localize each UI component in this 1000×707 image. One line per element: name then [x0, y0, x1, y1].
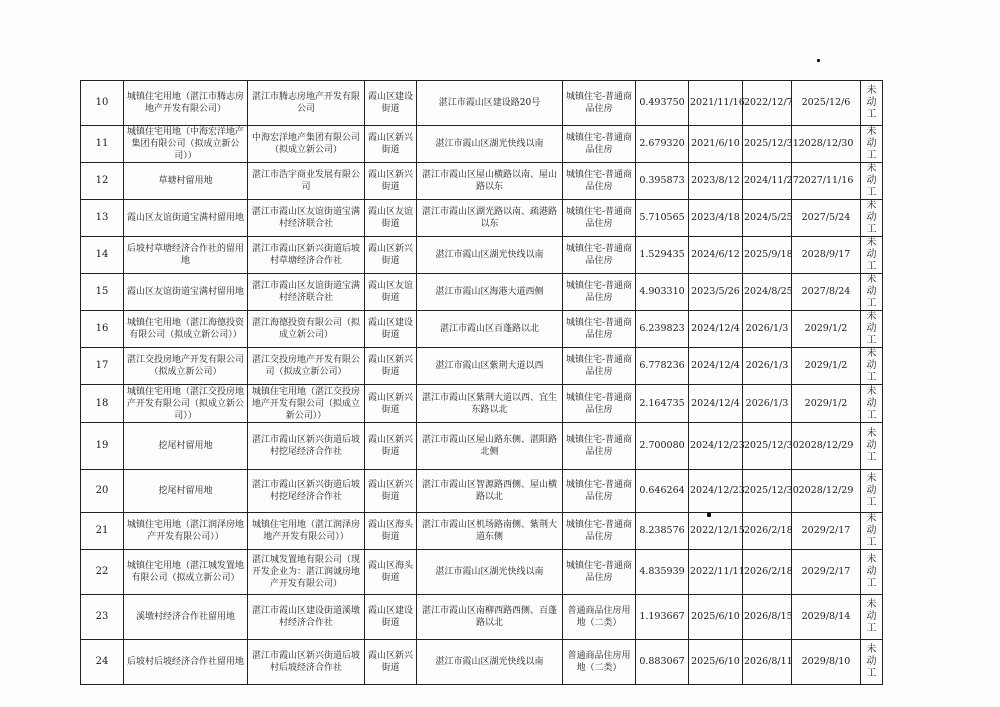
plot-name-cell: 城镇住宅用地（湛江交投房地产开发有限公司（拟成立新公司））	[124, 385, 248, 423]
plot-name-cell: 城镇住宅用地（湛江市腾志房地产开发有限公司）	[124, 81, 248, 126]
plot-name-cell: 后坡村后坡经济合作社留用地	[124, 640, 248, 685]
owner-name-cell: 湛江市霞山区友谊街道宝满村经济联合社	[248, 200, 365, 237]
status-cell: 未动工	[861, 470, 883, 513]
location-cell: 湛江市霞山区紫荆大道以西、宜生东路以北	[417, 385, 563, 423]
street-name-cell: 霞山区友谊街道	[365, 274, 417, 311]
contract-date-cell: 2023/8/12	[689, 163, 743, 200]
status-cell: 未动工	[861, 126, 883, 163]
location-cell: 湛江市霞山区屋山横路以南、屋山路以东	[417, 163, 563, 200]
finish-date-cell: 2029/1/2	[792, 311, 861, 348]
contract-date-cell: 2024/12/4	[689, 311, 743, 348]
table-row	[81, 550, 883, 595]
plot-name-cell: 后坡村草塘经济合作社的留用地	[124, 237, 248, 274]
location-cell: 湛江市霞山区湖光快线以南	[417, 126, 563, 163]
street-name-cell: 霞山区海头街道	[365, 550, 417, 595]
row-number-cell: 22	[81, 550, 124, 595]
street-name-cell: 霞山区新兴街道	[365, 470, 417, 513]
land-use-cell: 城镇住宅-普通商品住房	[563, 81, 636, 126]
owner-name-cell: 湛江城发置地有限公司（现开发企业为：湛江润诚房地产开发有限公司）	[248, 550, 365, 595]
area-cell: 4.903310	[636, 274, 689, 311]
status-cell: 未动工	[861, 385, 883, 423]
area-cell: 0.493750	[636, 81, 689, 126]
start-date-cell: 2026/2/18	[743, 513, 792, 550]
finish-date-cell: 2028/12/30	[792, 126, 861, 163]
start-date-cell: 2024/8/25	[743, 274, 792, 311]
table-row	[81, 640, 883, 685]
start-date-cell: 2022/12/7	[743, 81, 792, 126]
area-cell: 2.164735	[636, 385, 689, 423]
location-cell: 湛江市霞山区百蓬路以北	[417, 311, 563, 348]
contract-date-cell: 2023/4/18	[689, 200, 743, 237]
contract-date-cell: 2024/12/4	[689, 385, 743, 423]
row-number-cell: 14	[81, 237, 124, 274]
table-row	[81, 595, 883, 640]
plot-name-cell: 城镇住宅用地（湛江城发置地有限公司（拟成立新公司）	[124, 550, 248, 595]
start-date-cell: 2026/1/3	[743, 385, 792, 423]
start-date-cell: 2026/1/3	[743, 348, 792, 385]
row-number-cell: 23	[81, 595, 124, 640]
status-cell: 未动工	[861, 550, 883, 595]
start-date-cell: 2025/12/31	[743, 126, 792, 163]
area-cell: 0.395873	[636, 163, 689, 200]
row-number-cell: 12	[81, 163, 124, 200]
contract-date-cell: 2024/6/12	[689, 237, 743, 274]
table-row	[81, 348, 883, 385]
row-number-cell: 11	[81, 126, 124, 163]
contract-date-cell: 2025/6/10	[689, 595, 743, 640]
row-number-cell: 15	[81, 274, 124, 311]
start-date-cell: 2026/8/11	[743, 640, 792, 685]
land-use-cell: 普通商品住房用地（二类）	[563, 640, 636, 685]
street-name-cell: 霞山区新兴街道	[365, 126, 417, 163]
status-cell: 未动工	[861, 423, 883, 470]
location-cell: 湛江市霞山区湖光快线以南	[417, 550, 563, 595]
row-number-cell: 16	[81, 311, 124, 348]
row-number-cell: 10	[81, 81, 124, 126]
owner-name-cell: 城镇住宅用地（湛江交投房地产开发有限公司（拟成立新公司））	[248, 385, 365, 423]
table-row	[81, 423, 883, 470]
status-cell: 未动工	[861, 348, 883, 385]
land-use-cell: 城镇住宅-普通商品住房	[563, 163, 636, 200]
status-cell: 未动工	[861, 200, 883, 237]
plot-name-cell: 湛江交投房地产开发有限公司（拟成立新公司）	[124, 348, 248, 385]
owner-name-cell: 湛江市霞山区友谊街道宝满村经济联合社	[248, 274, 365, 311]
finish-date-cell: 2028/12/29	[792, 470, 861, 513]
finish-date-cell: 2029/8/14	[792, 595, 861, 640]
land-use-cell: 城镇住宅-普通商品住房	[563, 470, 636, 513]
contract-date-cell: 2021/6/10	[689, 126, 743, 163]
location-cell: 湛江市霞山区湖光路以南、疏港路以东	[417, 200, 563, 237]
owner-name-cell: 湛江交投房地产开发有限公司（拟成立新公司）	[248, 348, 365, 385]
land-use-cell: 城镇住宅-普通商品住房	[563, 550, 636, 595]
contract-date-cell: 2022/11/11	[689, 550, 743, 595]
street-name-cell: 霞山区新兴街道	[365, 423, 417, 470]
finish-date-cell: 2029/8/10	[792, 640, 861, 685]
finish-date-cell: 2027/11/16	[792, 163, 861, 200]
location-cell: 湛江市霞山区智源路西侧、屋山横路以北	[417, 470, 563, 513]
owner-name-cell: 湛江市霞山区新兴街道后坡村挖尾经济合作社	[248, 470, 365, 513]
area-cell: 0.646264	[636, 470, 689, 513]
location-cell: 湛江市霞山区紫荆大道以西	[417, 348, 563, 385]
land-use-cell: 城镇住宅-普通商品住房	[563, 513, 636, 550]
area-cell: 2.679320	[636, 126, 689, 163]
land-use-cell: 城镇住宅-普通商品住房	[563, 311, 636, 348]
contract-date-cell: 2022/12/15	[689, 513, 743, 550]
area-cell: 6.239823	[636, 311, 689, 348]
street-name-cell: 霞山区新兴街道	[365, 237, 417, 274]
status-cell: 未动工	[861, 274, 883, 311]
land-use-cell: 城镇住宅-普通商品住房	[563, 423, 636, 470]
street-name-cell: 霞山区新兴街道	[365, 385, 417, 423]
street-name-cell: 霞山区建设街道	[365, 595, 417, 640]
row-number-cell: 17	[81, 348, 124, 385]
owner-name-cell: 湛江海德投资有限公司（拟成立新公司）	[248, 311, 365, 348]
status-cell: 未动工	[861, 640, 883, 685]
table-row	[81, 200, 883, 237]
owner-name-cell: 湛江市腾志房地产开发有限公司	[248, 81, 365, 126]
row-number-cell: 13	[81, 200, 124, 237]
finish-date-cell: 2028/9/17	[792, 237, 861, 274]
table-row	[81, 81, 883, 126]
owner-name-cell: 湛江市霞山区新兴街道后坡村后坡经济合作社	[248, 640, 365, 685]
area-cell: 8.238576	[636, 513, 689, 550]
ink-speck	[817, 59, 820, 62]
land-supply-table	[80, 80, 883, 685]
location-cell: 湛江市霞山区屋山路东侧、湛阳路北侧	[417, 423, 563, 470]
area-cell: 5.710565	[636, 200, 689, 237]
street-name-cell: 霞山区新兴街道	[365, 640, 417, 685]
street-name-cell: 霞山区建设街道	[365, 311, 417, 348]
owner-name-cell: 城镇住宅用地（湛江润泽房地产开发有限公司））	[248, 513, 365, 550]
table-row	[81, 274, 883, 311]
start-date-cell: 2025/12/30	[743, 423, 792, 470]
contract-date-cell: 2023/5/26	[689, 274, 743, 311]
finish-date-cell: 2029/2/17	[792, 550, 861, 595]
area-cell: 0.883067	[636, 640, 689, 685]
street-name-cell: 霞山区友谊街道	[365, 200, 417, 237]
land-use-cell: 城镇住宅-普通商品住房	[563, 385, 636, 423]
location-cell: 湛江市霞山区湖光快线以南	[417, 237, 563, 274]
status-cell: 未动工	[861, 163, 883, 200]
land-use-cell: 城镇住宅-普通商品住房	[563, 126, 636, 163]
street-name-cell: 霞山区新兴街道	[365, 163, 417, 200]
owner-name-cell: 湛江市霞山区新兴街道后坡村草塘经济合作社	[248, 237, 365, 274]
table-row	[81, 311, 883, 348]
plot-name-cell: 草塘村留用地	[124, 163, 248, 200]
owner-name-cell: 中海宏洋地产集团有限公司（拟成立新公司）	[248, 126, 365, 163]
finish-date-cell: 2029/1/2	[792, 385, 861, 423]
plot-name-cell: 城镇住宅用地（中海宏洋地产集团有限公司（拟成立新公司））	[124, 126, 248, 163]
plot-name-cell: 溪墩村经济合作社留用地	[124, 595, 248, 640]
table-body	[81, 81, 883, 685]
start-date-cell: 2024/11/27	[743, 163, 792, 200]
status-cell: 未动工	[861, 513, 883, 550]
owner-name-cell: 湛江市霞山区建设街道溪墩村经济合作社	[248, 595, 365, 640]
land-use-cell: 城镇住宅-普通商品住房	[563, 348, 636, 385]
finish-date-cell: 2027/5/24	[792, 200, 861, 237]
finish-date-cell: 2029/2/17	[792, 513, 861, 550]
location-cell: 湛江市霞山区机场路南侧、紫荆大道东侧	[417, 513, 563, 550]
finish-date-cell: 2027/8/24	[792, 274, 861, 311]
finish-date-cell: 2029/1/2	[792, 348, 861, 385]
status-cell: 未动工	[861, 311, 883, 348]
owner-name-cell: 湛江市浩宇商业发展有限公司	[248, 163, 365, 200]
table-row	[81, 513, 883, 550]
plot-name-cell: 挖尾村留用地	[124, 470, 248, 513]
start-date-cell: 2026/8/15	[743, 595, 792, 640]
row-number-cell: 20	[81, 470, 124, 513]
finish-date-cell: 2028/12/29	[792, 423, 861, 470]
area-cell: 1.193667	[636, 595, 689, 640]
table-row	[81, 385, 883, 423]
plot-name-cell: 城镇住宅用地（湛江海德投资有限公司（拟成立新公司））	[124, 311, 248, 348]
contract-date-cell: 2025/6/10	[689, 640, 743, 685]
area-cell: 6.778236	[636, 348, 689, 385]
location-cell: 湛江市霞山区海港大道西侧	[417, 274, 563, 311]
street-name-cell: 霞山区建设街道	[365, 81, 417, 126]
status-cell: 未动工	[861, 595, 883, 640]
row-number-cell: 21	[81, 513, 124, 550]
location-cell: 湛江市霞山区湖光快线以南	[417, 640, 563, 685]
location-cell: 湛江市霞山区南柳西路西侧、百蓬路以北	[417, 595, 563, 640]
area-cell: 1.529435	[636, 237, 689, 274]
owner-name-cell: 湛江市霞山区新兴街道后坡村挖尾经济合作社	[248, 423, 365, 470]
start-date-cell: 2024/5/25	[743, 200, 792, 237]
contract-date-cell: 2024/12/23	[689, 470, 743, 513]
location-cell: 湛江市霞山区建设路20号	[417, 81, 563, 126]
contract-date-cell: 2024/12/23	[689, 423, 743, 470]
street-name-cell: 霞山区新兴街道	[365, 348, 417, 385]
plot-name-cell: 霞山区友谊街道宝满村留用地	[124, 274, 248, 311]
start-date-cell: 2025/12/30	[743, 470, 792, 513]
plot-name-cell: 城镇住宅用地（湛江润泽房地产开发有限公司））	[124, 513, 248, 550]
table-row	[81, 237, 883, 274]
land-use-cell: 城镇住宅-普通商品住房	[563, 200, 636, 237]
table-row	[81, 470, 883, 513]
start-date-cell: 2026/2/18	[743, 550, 792, 595]
land-use-cell: 城镇住宅-普通商品住房	[563, 274, 636, 311]
area-cell: 4.835939	[636, 550, 689, 595]
finish-date-cell: 2025/12/6	[792, 81, 861, 126]
start-date-cell: 2025/9/18	[743, 237, 792, 274]
status-cell: 未动工	[861, 237, 883, 274]
area-cell: 2.700080	[636, 423, 689, 470]
land-use-cell: 普通商品住房用地（二类）	[563, 595, 636, 640]
plot-name-cell: 霞山区友谊街道宝满村留用地	[124, 200, 248, 237]
row-number-cell: 18	[81, 385, 124, 423]
land-use-cell: 城镇住宅-普通商品住房	[563, 237, 636, 274]
row-number-cell: 19	[81, 423, 124, 470]
table-row	[81, 126, 883, 163]
plot-name-cell: 挖尾村留用地	[124, 423, 248, 470]
contract-date-cell: 2024/12/4	[689, 348, 743, 385]
status-cell: 未动工	[861, 81, 883, 126]
row-number-cell: 24	[81, 640, 124, 685]
street-name-cell: 霞山区海头街道	[365, 513, 417, 550]
start-date-cell: 2026/1/3	[743, 311, 792, 348]
contract-date-cell: 2021/11/16	[689, 81, 743, 126]
table-row	[81, 163, 883, 200]
